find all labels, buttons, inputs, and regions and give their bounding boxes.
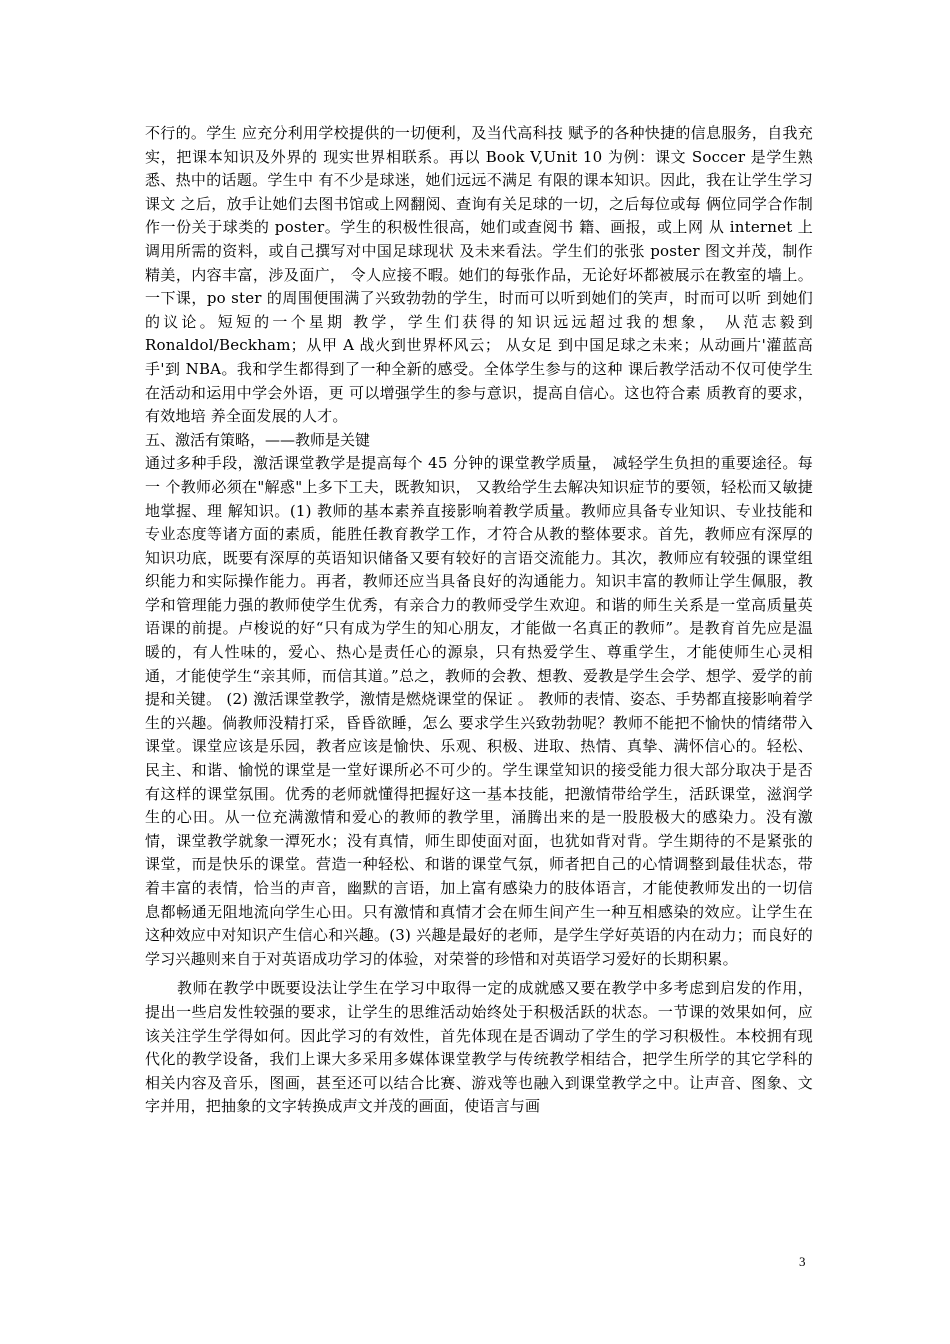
page-body <box>145 122 813 1119</box>
page-number: 3 <box>799 1254 806 1269</box>
paragraph-poster-activity: 不行的。学生 应充分利用学校提供的一切便利，及当代高科技 赋予的各种快捷的信息服务，自我充实，把课本知识及外界的 现实世界相联系。再以 Book V,Unit 10 为例：课文 Soccer 是学生熟悉、热中的话题。学生中 有不少是球迷，她们远远不满足 有限的课本知识。因此，我在让学生学习课文 之后，放手让她们去图书馆或上网翻阅、查询有关足球的一切，之后每位或每 俩位同学合作制作一份关于球类的 poster。学生的积极性很高，她们或查阅书 籍、画报，或上网 从 internet 上调用所需的资料，或自己撰写对中国足球现状 及未来看法。学生们的张张 poster 图文并茂，制作 精美，内容丰富，涉及面广， 令人应接不暇。她们的每张作品，无论好坏都被展示在教室的墙上。一下课，po ster 的周围便围满了兴致勃勃的学生，时而可以听到她们的笑声，时而可以听 到她们的议论。短短的一个星期 教学，学生们获得的知识远远超过我的想象， 从范志毅到 Ronaldol/Beckham；从甲 A 战火到世界杯风云； 从女足 到中国足球之未来；从动画片'灌蓝高手'到 NBA。我和学生都得到了一种全新的感受。全体学生参与的这种 课后教学活动不仅可使学生在活动和运用中学会外语，更 可以增强学生的参与意识，提高自信心。这也符合素 质教育的要求，有效地培 养全面发展的人才。 <box>145 124 813 426</box>
paragraph-heuristic-teaching: 教师在教学中既要设法让学生在学习中取得一定的成就感又要在教学中多考虑到启发的作用，提出一些启发性较强的要求，让学生的思维活动始终处于积极活跃的状态。一节课的效果如何，应该关注学生学得如何。因此学习的有效性，首先体现在是否调动了学生的学习积极性。本校拥有现代化的教学设备，我们上课大多采用多媒体课堂教学与传统教学相结合，把学生所学的其它学科的相关内容及音乐，图画，甚至还可以结合比赛、游戏等也融入到课堂教学之中。让声音、图象、文字并用，把抽象的文字转换成声文并茂的画面，使语言与画 <box>145 979 813 1116</box>
section-heading: 五、激活有策略，——教师是关键 <box>145 430 371 449</box>
paragraph-teacher-strategies: 通过多种手段，激活课堂教学是提高每个 45 分钟的课堂教学质量， 减轻学生负担的重要途径。每一 个教师必须在"解惑"上多下工夫，既教知识， 又教给学生去解决知识症节的要领，轻松而又敏捷地掌握、理 解知识。(1) 教师的基本素养直接影响着教学质量。教师应具备专业知识、专业技能和专业态度等诸方面的素质，能胜任教育教学工作，才符合从教的整体要求。首先，教师应有深厚的知识功底，既要有深厚的英语知识储备又要有较好的言语交流能力。其次，教师应有较强的课堂组织能力和实际操作能力。再者，教师还应当具备良好的沟通能力。知识丰富的教师让学生佩服，教学和管理能力强的教师使学生优秀，有亲合力的教师受学生欢迎。和谐的师生关系是一堂高质量英语课的前提。卢梭说的好“只有成为学生的知心朋友，才能做一名真正的教师”。是教育首先应是温暖的，有人性味的，爱心、热心是责任心的源泉，只有热爱学生、尊重学生，才能使师生心灵相通，才能使学生“亲其师，而信其道。”总之，教师的会教、想教、爱教是学生会学、想学、爱学的前提和关键。 (2) 激活课堂教学，激情是燃烧课堂的保证 。 教师的表情、姿态、手势都直接影响着学生的兴趣。倘教师没精打采，昏昏欲睡，怎么 要求学生兴致勃勃呢？教师不能把不愉快的情绪带入课堂。课堂应该是乐园，教者应该是愉快、乐观、积极、进取、热情、真挚、满怀信心的。轻松、民主、和谐、愉悦的课堂是一堂好课所必不可少的。学生课堂知识的接受能力很大部分取决于是否有这样的课堂氛围。优秀的老师就懂得把握好这一基本技能，把激情带给学生，活跃课堂，滋润学生的心田。从一位充满激情和爱心的教师的教学里，涌腾出来的是一股股极大的感染力。没有激情，课堂教学就象一潭死水；没有真情，师生即使面对面，也犹如背对背。学生期待的不是紧张的课堂，而是快乐的课堂。营造一种轻松、和谐的课堂气氛，师者把自己的心情调整到最佳状态，带着丰富的表情，恰当的声音，幽默的言语，加上富有感染力的肢体语言，才能使教师发出的一切信息都畅通无阻地流向学生心田。只有激情和真情才会在师生间产生一种互相感染的效应。让学生在这种效应中对知识产生信心和兴趣。(3) 兴趣是最好的老师，是学生学好英语的内在动力；而良好的学习兴趣则来自于对英语成功学习的体验，对荣誉的珍惜和对英语学习爱好的长期积累。 <box>145 454 813 968</box>
